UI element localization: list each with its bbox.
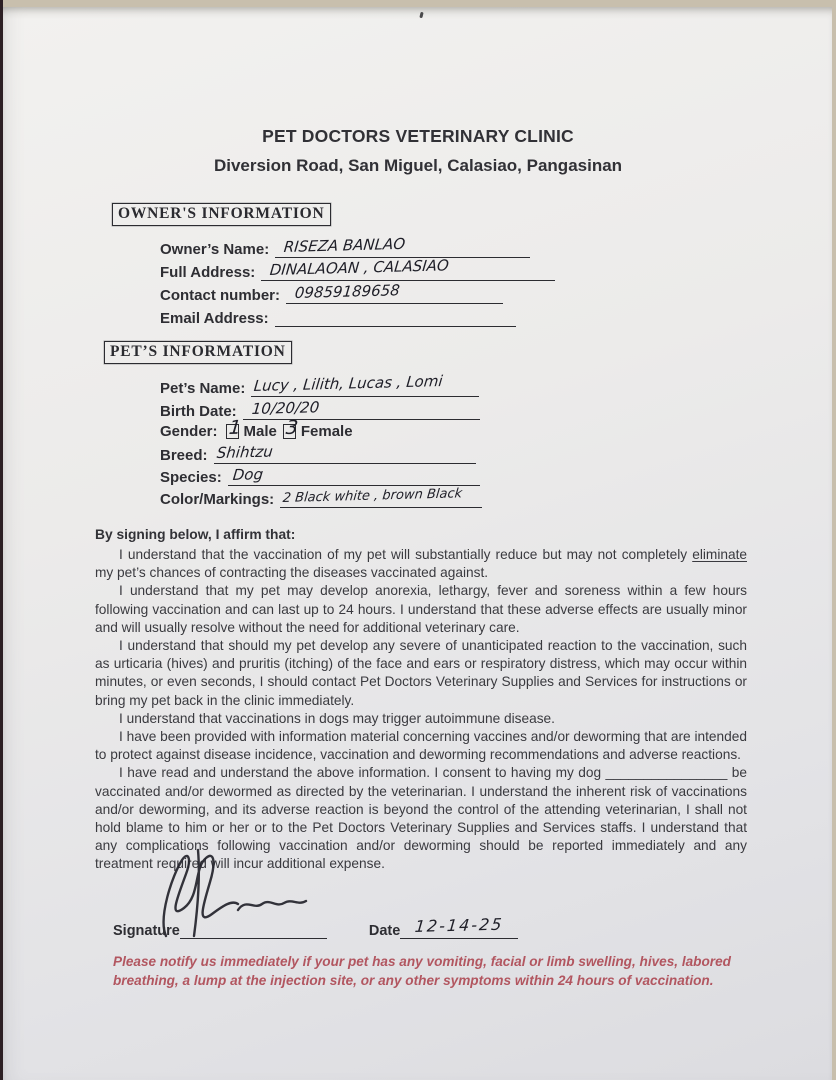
owner-name-row bbox=[160, 236, 530, 258]
pet-birthdate-row bbox=[160, 398, 480, 420]
pet-name-row bbox=[160, 372, 479, 397]
affirmation-paragraph: I understand that should my pet develop any severe of unanticipated reaction to the vaccination, such as urticaria (hives) and pruritis (itching) of the face and ears or respiratory distress, which may occur within minutes, or even seconds, I should contact Pet Doctors Veterinary Supplies and Services for instructions or bring my pet back in the clinic immediately. bbox=[95, 638, 747, 708]
clinic-name: PET DOCTORS VETERINARY CLINIC bbox=[262, 126, 574, 146]
owner-email-line bbox=[275, 306, 516, 327]
pet-markings-line bbox=[280, 487, 482, 508]
pet-breed-line bbox=[214, 443, 476, 464]
pet-gender-row bbox=[160, 416, 359, 442]
pet-birthdate-line bbox=[243, 399, 480, 420]
date-line bbox=[400, 916, 518, 939]
male-label: Male bbox=[243, 422, 277, 440]
female-checkbox-mark: 3 bbox=[284, 416, 299, 439]
pet-species-label: Species: bbox=[160, 469, 222, 486]
pet-name-handwritten: Lucy , Lilith, Lucas , Lomi bbox=[253, 372, 444, 395]
owner-address-line bbox=[261, 256, 555, 281]
female-label: Female bbox=[300, 422, 353, 440]
owner-email-row bbox=[160, 305, 516, 327]
pet-birthdate-label: Birth Date: bbox=[160, 403, 237, 420]
affirmation-heading: By signing below, I affirm that: bbox=[95, 527, 296, 542]
pet-species-handwritten: Dog bbox=[231, 465, 264, 484]
pet-markings-label: Color/Markings: bbox=[160, 491, 275, 508]
owner-address-label: Full Address: bbox=[160, 264, 256, 281]
owner-name-line bbox=[275, 234, 530, 258]
affirmation-paragraph: I have been provided with information material concerning vaccines and/or deworming that are intended to protect against disease incidence, vaccination and deworming recommendations and adverse reactions. bbox=[95, 729, 747, 763]
owner-name-handwritten: RISEZA BANLAO bbox=[283, 234, 407, 256]
owner-contact-label: Contact number: bbox=[160, 287, 280, 304]
signature-label: Signature bbox=[113, 923, 180, 939]
pet-birthdate-handwritten: 10/20/20 bbox=[250, 398, 320, 418]
affirmation-paragraphs bbox=[95, 546, 747, 874]
male-checkbox bbox=[226, 416, 242, 439]
affirmation-paragraph: I understand that the vaccination of my pet will substantially reduce but may not completely eliminate my pet’s chances of contracting the diseases vaccinated against. bbox=[95, 547, 747, 581]
pet-markings-row bbox=[160, 486, 482, 508]
owner-email-label: Email Address: bbox=[160, 310, 269, 327]
affirmation-paragraph: I understand that my pet may develop anorexia, lethargy, fever and soreness within a few hours following vaccination and can last up to 24 hours. I understand that these adverse effects are usually minor and will usually resolve without the need for additional veterinary care. bbox=[95, 583, 747, 635]
pet-section-title: PET’S INFORMATION bbox=[104, 341, 292, 364]
female-checkbox bbox=[283, 416, 299, 439]
owner-address-handwritten: DINALAOAN , CALASIAO bbox=[269, 256, 451, 279]
clinic-address: Diversion Road, San Miguel, Calasiao, Pangasinan bbox=[213, 156, 623, 175]
signature-line bbox=[180, 916, 327, 939]
pet-markings-handwritten: 2 Black white , brown Black bbox=[282, 486, 463, 506]
owner-contact-row bbox=[160, 282, 503, 304]
owner-contact-handwritten: 09859189658 bbox=[294, 281, 401, 302]
pet-breed-handwritten: Shihtzu bbox=[215, 442, 274, 462]
owner-section-title: OWNER'S INFORMATION bbox=[112, 203, 331, 226]
male-checkbox-mark: 1 bbox=[227, 416, 242, 439]
date-label: Date bbox=[368, 923, 401, 939]
affirmation-paragraph: I have read and understand the above information. I consent to having my dog ________________ be vaccinated and/or dewormed as directed by the veterinarian. I understand the inherent risk of vaccinations and/or deworming, and its adverse reaction is beyond the control of the attending veterinarian, I shall not hold blame to him or her or to the Pet Doctors Veterinary Supplies and Services staffs. I understand that any complications following vaccination and/or deworming should be reported immediately and any treatment required will incur additional expense. bbox=[95, 765, 747, 872]
owner-name-label: Owner’s Name: bbox=[160, 241, 270, 258]
date-handwritten: 12-14-25 bbox=[414, 914, 505, 936]
pet-gender-label: Gender: bbox=[160, 422, 218, 440]
affirmation-paragraph: I understand that vaccinations in dogs may trigger autoimmune disease. bbox=[119, 710, 555, 726]
footer-warning-note: Please notify us immediately if your pet has any vomiting, facial or limb swelling, hives, labored breathing, a lump at the injection site, or any other symptoms within 24 hours of vaccination. bbox=[113, 954, 731, 988]
pet-breed-row bbox=[160, 442, 476, 464]
signature-row bbox=[113, 915, 518, 939]
pet-name-label: Pet’s Name: bbox=[160, 380, 246, 397]
pet-name-line bbox=[251, 372, 479, 397]
pet-breed-label: Breed: bbox=[160, 447, 208, 464]
pet-species-line bbox=[228, 465, 480, 486]
owner-address-row bbox=[160, 256, 555, 281]
owner-contact-line bbox=[286, 283, 503, 304]
pet-species-row bbox=[160, 464, 480, 486]
